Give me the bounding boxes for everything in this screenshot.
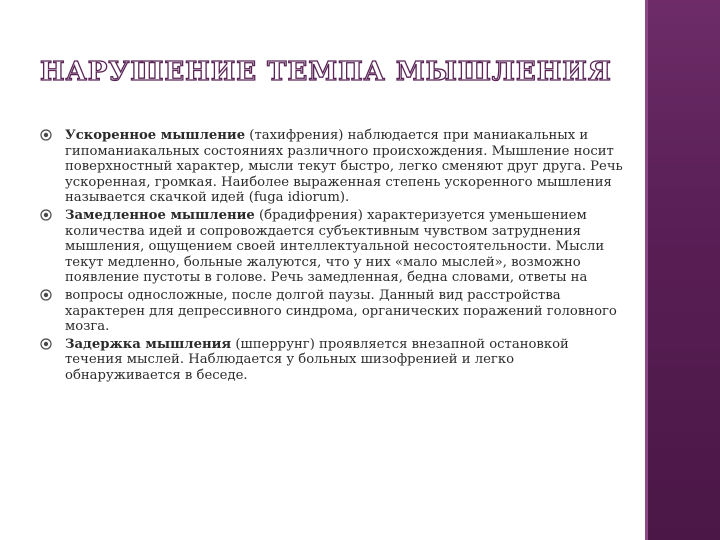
bullet-item-slowed-thinking-continued bbox=[40, 288, 630, 335]
bullet-lead: Замедленное мышление bbox=[65, 207, 255, 223]
bullet-text: вопросы односложные, после долгой паузы. Данный вид расстройства характерен для депрессивного синдрома, органических поражений головного мозга. bbox=[65, 287, 617, 335]
decorative-sidebar bbox=[645, 0, 720, 540]
bullet-lead: Задержка мышления bbox=[65, 336, 232, 352]
bullet-text: (шперрунг) проявляется внезапной остановкой течения мыслей. Наблюдается у больных шизофренией и легко обнаруживается в беседе. bbox=[65, 336, 569, 383]
circled-bullet-icon bbox=[40, 129, 52, 141]
bullet-item-slowed-thinking bbox=[40, 208, 630, 286]
bullet-item-accelerated-thinking bbox=[40, 128, 630, 206]
bullet-text: (тахифрения) наблюдается при маниакальных и гипоманиакальных состояниях различного происхождения. Мышление носит поверхностный характер, мысли текут быстро, легко сменяют друг друга. Речь ускоренная, громкая. Наиболее выраженная степень ускоренного мышления называется скачкой идей (fuga idiorum). bbox=[65, 128, 623, 206]
bullet-item-thought-blocking bbox=[40, 337, 630, 384]
bullet-text: (брадифрения) характеризуется уменьшением количества идей и сопровождается субъективным чувством затруднения мышления, ощущением своей интеллектуальной несостоятельности. Мысли текут медленно, больные жалуются, что у них «мало мыслей», возможно появление пустоты в голове. Речь замедленная, бедна словами, ответы на bbox=[65, 207, 605, 286]
circled-bullet-icon bbox=[40, 338, 52, 350]
slide-title: НАРУШЕНИЕ ТЕМПА МЫШЛЕНИЯ bbox=[40, 57, 612, 87]
circled-bullet-icon bbox=[40, 209, 52, 221]
circled-bullet-icon bbox=[40, 289, 52, 301]
bullet-list bbox=[40, 128, 630, 386]
bullet-lead: Ускоренное мышление bbox=[65, 128, 246, 143]
